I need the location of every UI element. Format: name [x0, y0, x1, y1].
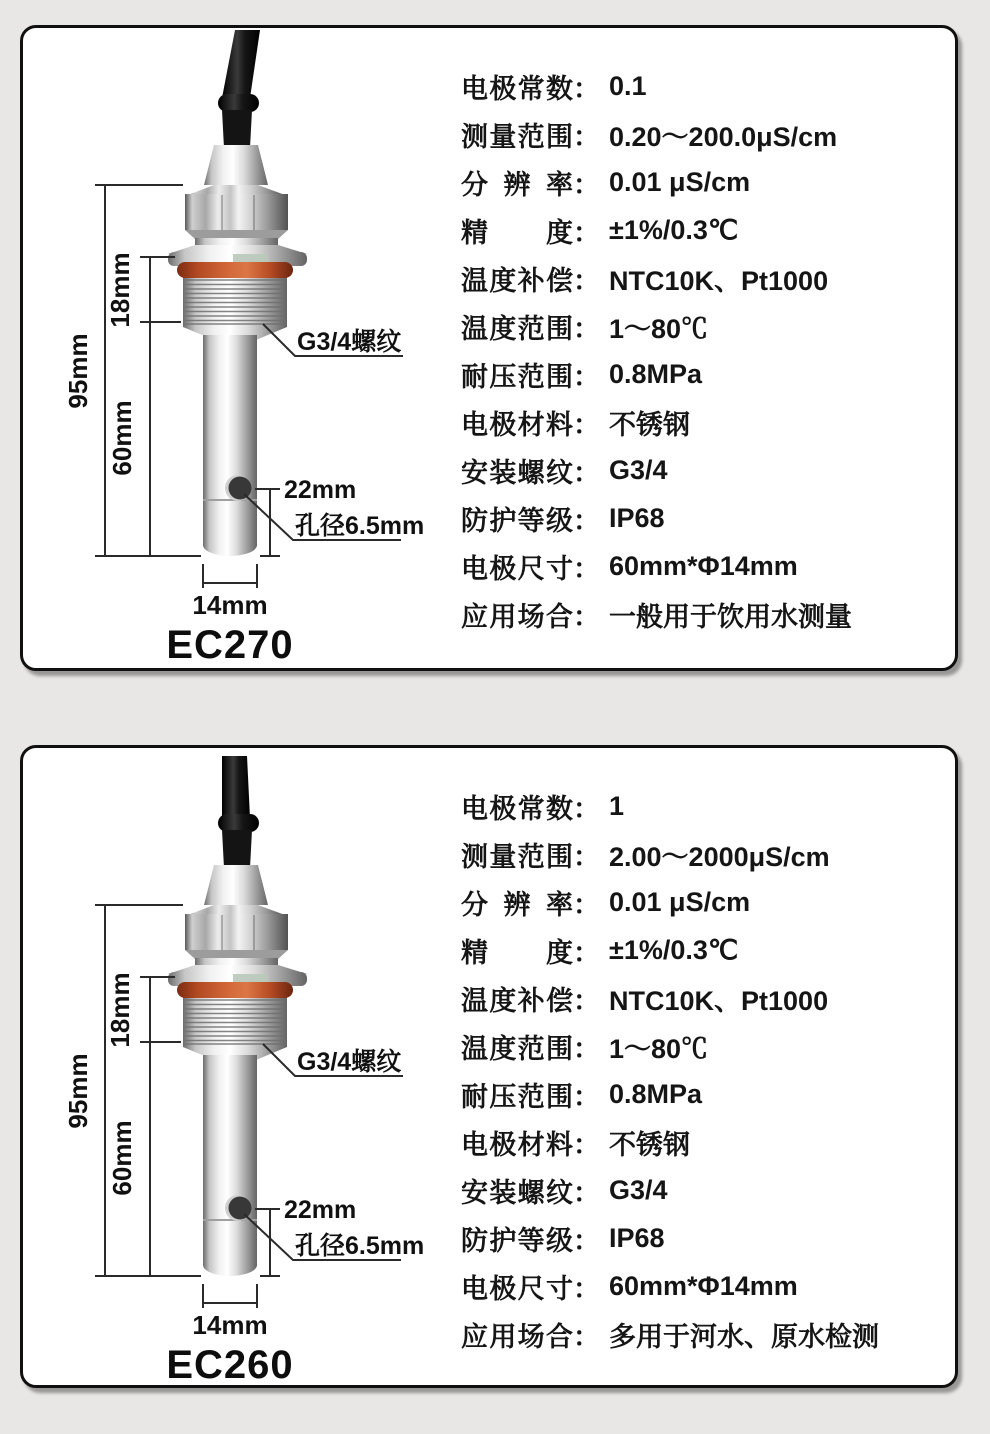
spec-row: [461, 302, 947, 350]
cable-gland: [222, 830, 252, 868]
spec-row: [461, 1310, 947, 1358]
spec-colon: ：: [573, 313, 600, 344]
sensor-diagram-svg: [23, 28, 463, 665]
spec-label: 电极尺寸: [461, 553, 573, 584]
probe-neck: [204, 145, 268, 185]
dim-label-thread: G3/4螺纹: [297, 328, 402, 356]
dim-line-hole-offset: [255, 489, 280, 556]
o-ring: [177, 982, 293, 998]
spec-value: 0.01 μS/cm: [609, 886, 751, 917]
dim-line-overall: [95, 185, 201, 556]
spec-colon: ：: [573, 1273, 600, 1304]
dim-label-upper: 18mm: [105, 252, 135, 328]
spec-value: G3/4: [609, 454, 668, 485]
thread-section: [183, 276, 287, 327]
spec-label: 分辨率: [461, 169, 573, 200]
hex-nut-bevel-bottom: [185, 230, 288, 239]
spec-colon: ：: [573, 1177, 600, 1208]
cable-gland: [222, 110, 252, 148]
spec-colon: ：: [573, 409, 600, 440]
spec-row: [461, 1022, 947, 1070]
spec-label: 电极常数: [461, 793, 573, 824]
spec-value: ±1%/0.3℃: [609, 934, 739, 965]
model-name: EC270: [166, 623, 294, 665]
spec-colon: ：: [573, 1321, 600, 1352]
spec-value: 不锈钢: [609, 1129, 690, 1160]
probe-hole: [229, 1197, 252, 1220]
spec-list-ec270: [461, 62, 947, 638]
spec-label: 分辨率: [461, 889, 573, 920]
spec-row: [461, 446, 947, 494]
spec-colon: ：: [573, 73, 600, 104]
dim-label-lower: 60mm: [107, 400, 137, 476]
spec-label: 测量范围: [461, 841, 573, 872]
spec-label: 防护等级: [461, 505, 573, 536]
dim-line-bottom-width: [203, 1284, 257, 1308]
product-card-ec270: [20, 25, 958, 671]
spec-row: [461, 974, 947, 1022]
spec-colon: ：: [573, 505, 600, 536]
spec-row: [461, 206, 947, 254]
spec-label: 电极材料: [461, 409, 573, 440]
spec-label: 耐压范围: [461, 361, 573, 392]
spec-label: 精度: [461, 937, 573, 968]
spec-row: [461, 542, 947, 590]
spec-value: NTC10K、Pt1000: [609, 265, 829, 296]
spec-value: 不锈钢: [609, 409, 690, 440]
dim-label-thread: G3/4螺纹: [297, 1048, 402, 1076]
spec-value: 0.8MPa: [609, 358, 703, 389]
spec-label: 防护等级: [461, 1225, 573, 1256]
sensor-diagram-ec260: [23, 748, 463, 1385]
spec-label: 温度补偿: [461, 265, 573, 296]
probe-neck: [204, 865, 268, 905]
dim-line-upper-lower: [140, 257, 181, 556]
dim-line-bottom-width: [203, 564, 257, 588]
spec-value: 60mm*Φ14mm: [609, 1270, 798, 1301]
spec-row: [461, 254, 947, 302]
spec-row: [461, 1166, 947, 1214]
spec-label: 耐压范围: [461, 1081, 573, 1112]
spec-label: 应用场合: [461, 1321, 573, 1352]
spec-colon: ：: [573, 1081, 600, 1112]
spec-value: 0.20～200.0μS/cm: [609, 121, 838, 152]
spec-label: 测量范围: [461, 121, 573, 152]
spec-list-ec260: [461, 782, 947, 1358]
spec-colon: ：: [573, 1129, 600, 1160]
spec-row: [461, 1070, 947, 1118]
spec-value: 0.8MPa: [609, 1078, 703, 1109]
spec-value: 一般用于饮用水测量: [609, 601, 852, 632]
spec-value: 1～80℃: [609, 313, 709, 344]
dim-label-hole-diameter: 孔径6.5mm: [295, 1232, 425, 1260]
spec-value: ±1%/0.3℃: [609, 214, 739, 245]
sensor-diagram-svg: [23, 748, 463, 1385]
spec-row: [461, 158, 947, 206]
probe-hole: [229, 477, 252, 500]
spec-colon: ：: [573, 121, 600, 152]
spec-colon: ：: [573, 1033, 600, 1064]
spec-colon: ：: [573, 841, 600, 872]
spec-colon: ：: [573, 457, 600, 488]
product-card-ec260: [20, 745, 958, 1388]
spec-colon: ：: [573, 601, 600, 632]
hex-nut: [185, 914, 288, 950]
spec-value: G3/4: [609, 1174, 668, 1205]
dim-line-upper-lower: [140, 977, 181, 1276]
dim-label-upper: 18mm: [105, 972, 135, 1048]
spec-colon: ：: [573, 793, 600, 824]
spec-label: 应用场合: [461, 601, 573, 632]
probe-shaft: [203, 1055, 257, 1276]
model-name: EC260: [166, 1343, 294, 1385]
spec-colon: ：: [573, 937, 600, 968]
spec-value: 0.01 μS/cm: [609, 166, 751, 197]
spec-colon: ：: [573, 217, 600, 248]
dim-label-bottom-width: 14mm: [192, 1310, 268, 1340]
spec-label: 温度补偿: [461, 985, 573, 1016]
spec-label: 电极常数: [461, 73, 573, 104]
spec-row: [461, 1262, 947, 1310]
dim-label-hole-offset: 22mm: [284, 476, 357, 504]
spec-colon: ：: [573, 985, 600, 1016]
dim-label-hole-diameter: 孔径6.5mm: [295, 512, 425, 540]
spec-row: [461, 782, 947, 830]
thread-section: [183, 996, 287, 1047]
spec-row: [461, 590, 947, 638]
spec-value: 2.00～2000μS/cm: [609, 841, 830, 872]
spec-value: 0.1: [609, 70, 647, 101]
dim-line-hole-offset: [255, 1209, 280, 1276]
hex-nut-bevel-bottom: [185, 950, 288, 959]
dim-label-lower: 60mm: [107, 1120, 137, 1196]
spec-row: [461, 926, 947, 974]
spec-value: NTC10K、Pt1000: [609, 985, 829, 1016]
dim-line-overall: [95, 905, 201, 1276]
spec-colon: ：: [573, 553, 600, 584]
hex-nut-bevel-top: [188, 905, 285, 915]
spec-row: [461, 110, 947, 158]
spec-row: [461, 350, 947, 398]
spec-value: 1: [609, 790, 625, 821]
probe-cable: [222, 30, 260, 98]
spec-colon: ：: [573, 361, 600, 392]
spec-colon: ：: [573, 1225, 600, 1256]
spec-label: 温度范围: [461, 1033, 573, 1064]
spec-row: [461, 62, 947, 110]
spec-row: [461, 494, 947, 542]
spec-value: IP68: [609, 1222, 665, 1253]
dim-label-overall: 95mm: [63, 1053, 93, 1129]
dim-label-overall: 95mm: [63, 333, 93, 409]
spec-value: 1～80℃: [609, 1033, 709, 1064]
hex-nut-bevel-top: [188, 185, 285, 195]
spec-value: 60mm*Φ14mm: [609, 550, 798, 581]
probe-cable: [222, 756, 250, 818]
cable-gland-ring: [218, 94, 259, 112]
spec-value: 多用于河水、原水检测: [609, 1321, 879, 1352]
dim-label-hole-offset: 22mm: [284, 1196, 357, 1224]
spec-row: [461, 830, 947, 878]
o-ring: [177, 262, 293, 278]
spec-label: 安装螺纹: [461, 457, 573, 488]
spec-row: [461, 1118, 947, 1166]
spec-label: 温度范围: [461, 313, 573, 344]
dim-label-bottom-width: 14mm: [192, 590, 268, 620]
spec-colon: ：: [573, 889, 600, 920]
spec-row: [461, 878, 947, 926]
spec-colon: ：: [573, 169, 600, 200]
spec-label: 安装螺纹: [461, 1177, 573, 1208]
hex-nut: [185, 194, 288, 230]
spec-row: [461, 398, 947, 446]
cable-gland-ring: [218, 814, 259, 832]
spec-row: [461, 1214, 947, 1262]
spec-label: 精度: [461, 217, 573, 248]
spec-label: 电极尺寸: [461, 1273, 573, 1304]
spec-value: IP68: [609, 502, 665, 533]
spec-colon: ：: [573, 265, 600, 296]
spec-label: 电极材料: [461, 1129, 573, 1160]
probe-shaft: [203, 335, 257, 556]
sensor-diagram-ec270: [23, 28, 463, 665]
